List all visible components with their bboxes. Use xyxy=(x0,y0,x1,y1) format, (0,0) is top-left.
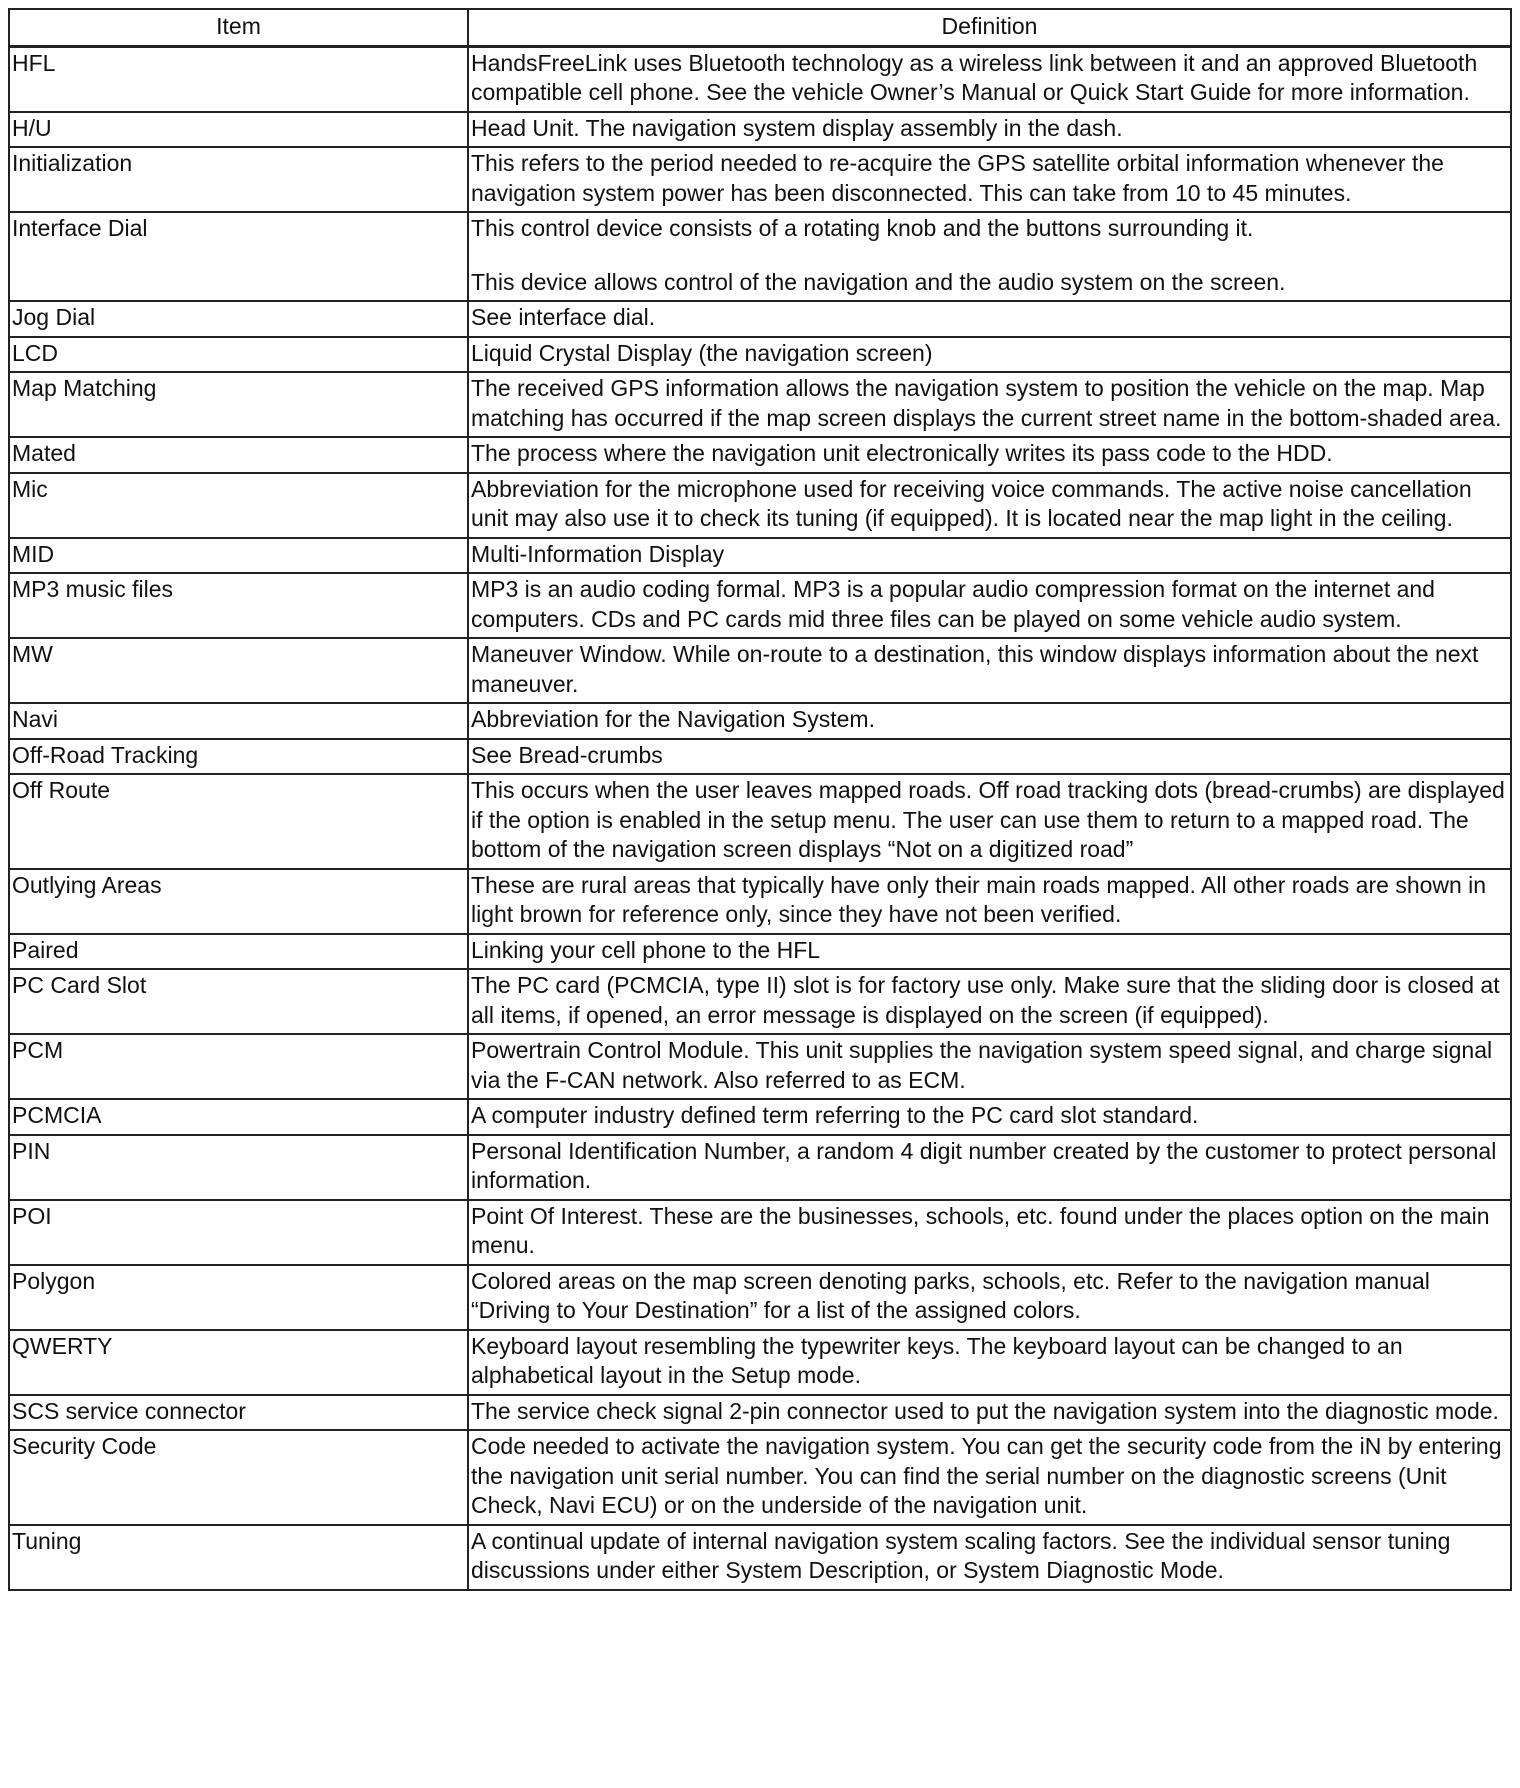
definition-paragraph: Maneuver Window. While on-route to a destination, this window displays information about the next maneuver. xyxy=(471,641,1479,697)
definition-paragraph: Keyboard layout resembling the typewriter keys. The keyboard layout can be changed to an alphabetical layout in the Setup mode. xyxy=(471,1332,1403,1388)
term-cell: Outlying Areas xyxy=(9,869,468,934)
term-cell: POI xyxy=(9,1200,468,1265)
term-cell: PC Card Slot xyxy=(9,969,468,1034)
term-cell: Interface Dial xyxy=(9,212,468,301)
term-cell: PCMCIA xyxy=(9,1099,468,1135)
term-cell: SCS service connector xyxy=(9,1395,468,1431)
column-header-item: Item xyxy=(9,9,468,46)
term-cell: MP3 music files xyxy=(9,573,468,638)
definition-paragraph: A computer industry defined term referring to the PC card slot standard. xyxy=(471,1102,1199,1128)
definition-cell xyxy=(468,538,1511,574)
definition-cell xyxy=(468,1265,1511,1330)
definition-cell xyxy=(468,301,1511,337)
term-cell: PCM xyxy=(9,1034,468,1099)
definition-cell xyxy=(468,739,1511,775)
term-cell: Jog Dial xyxy=(9,301,468,337)
term-cell: Navi xyxy=(9,703,468,739)
definition-paragraph: This control device consists of a rotating knob and the buttons surrounding it. xyxy=(471,215,1254,241)
definition-cell xyxy=(468,46,1511,112)
term-cell: Security Code xyxy=(9,1430,468,1525)
table-row xyxy=(9,46,1511,112)
table-row xyxy=(9,337,1511,373)
table-body xyxy=(9,46,1511,1590)
table-row xyxy=(9,1265,1511,1330)
term-cell: MID xyxy=(9,538,468,574)
table-row xyxy=(9,774,1511,869)
definition-cell xyxy=(468,969,1511,1034)
term-cell: Paired xyxy=(9,934,468,970)
table-row xyxy=(9,437,1511,473)
definition-paragraph: This refers to the period needed to re-acquire the GPS satellite orbital information whenever the navigation system power has been disconnected. This can take from 10 to 45 minutes. xyxy=(471,150,1444,206)
table-row xyxy=(9,212,1511,301)
definition-cell xyxy=(468,1330,1511,1395)
term-cell: QWERTY xyxy=(9,1330,468,1395)
term-cell: PIN xyxy=(9,1135,468,1200)
definition-cell xyxy=(468,573,1511,638)
definition-cell xyxy=(468,869,1511,934)
definition-paragraph: Multi-Information Display xyxy=(471,540,725,567)
term-cell: Off-Road Tracking xyxy=(9,739,468,775)
table-row xyxy=(9,1135,1511,1200)
table-row xyxy=(9,703,1511,739)
definition-paragraph: This occurs when the user leaves mapped roads. Off road tracking dots (bread-crumbs) are displayed if the option is enabled in the setup menu. The user can use them to return to a mapped road. The bottom of the navigation screen displays “Not on a digitized road” xyxy=(471,777,1505,862)
term-cell: MW xyxy=(9,638,468,703)
definition-cell xyxy=(468,934,1511,970)
definition-paragraph: MP3 is an audio coding formal. MP3 is a popular audio compression format on the internet and computers. CDs and PC cards mid three files can be played on some vehicle audio system. xyxy=(471,576,1435,632)
term-cell: HFL xyxy=(9,46,468,112)
column-header-definition: Definition xyxy=(468,9,1511,46)
table-row xyxy=(9,869,1511,934)
definition-cell xyxy=(468,337,1511,373)
term-cell: Initialization xyxy=(9,147,468,212)
term-cell: Polygon xyxy=(9,1265,468,1330)
definition-cell xyxy=(468,1135,1511,1200)
table-row xyxy=(9,1200,1511,1265)
table-row xyxy=(9,573,1511,638)
definition-paragraph: These are rural areas that typically have only their main roads mapped. All other roads are shown in light brown for reference only, since they have not been verified. xyxy=(471,871,1487,927)
definition-paragraph: Colored areas on the map screen denoting parks, schools, etc. Refer to the navigation manual “Driving to Your Destination” for a list of the assigned colors. xyxy=(471,1267,1430,1323)
definition-cell xyxy=(468,147,1511,212)
definition-paragraph: Linking your cell phone to the HFL xyxy=(471,936,821,963)
definition-paragraph: The process where the navigation unit electronically writes its pass code to the HDD. xyxy=(471,440,1333,466)
table-row xyxy=(9,638,1511,703)
definition-cell xyxy=(468,1200,1511,1265)
term-cell: Mated xyxy=(9,437,468,473)
table-row xyxy=(9,1034,1511,1099)
table-row xyxy=(9,1430,1511,1525)
definition-paragraph: The received GPS information allows the navigation system to position the vehicle on the map. Map matching has occurred if the map screen displays the current street name in the bottom-shaded area. xyxy=(471,375,1502,431)
table-row xyxy=(9,934,1511,970)
definition-cell xyxy=(468,638,1511,703)
table-header-row xyxy=(9,9,1511,46)
definition-paragraph: Abbreviation for the microphone used for receiving voice commands. The active noise cancellation unit may also use it to check its tuning (if equipped). It is located near the map light in the ceiling. xyxy=(471,475,1472,531)
term-cell: Off Route xyxy=(9,774,468,869)
definition-paragraph: The PC card (PCMCIA, type II) slot is for factory use only. Make sure that the sliding door is closed at all items, if opened, an error message is displayed on the screen (if equipped). xyxy=(471,972,1500,1028)
definition-cell xyxy=(468,703,1511,739)
definition-cell xyxy=(468,372,1511,437)
table-row xyxy=(9,1099,1511,1135)
table-row xyxy=(9,473,1511,538)
term-cell: Mic xyxy=(9,473,468,538)
definition-cell xyxy=(468,774,1511,869)
term-cell: H/U xyxy=(9,112,468,148)
table-row xyxy=(9,301,1511,337)
definition-cell xyxy=(468,1099,1511,1135)
definition-cell xyxy=(468,1034,1511,1099)
glossary-table xyxy=(8,8,1512,1591)
definition-paragraph: Code needed to activate the navigation system. You can get the security code from the iN by entering the navigation unit serial number. You can find the serial number on the diagnostic screens (Unit Check, Navi ECU) or on the underside of the navigation unit. xyxy=(471,1433,1502,1518)
definition-paragraph: Point Of Interest. These are the businesses, schools, etc. found under the places option on the main menu. xyxy=(471,1202,1490,1258)
definition-paragraph: See interface dial. xyxy=(471,304,656,330)
table-row xyxy=(9,969,1511,1034)
definition-paragraph: This device allows control of the navigation and the audio system on the screen. xyxy=(471,268,1286,295)
definition-cell xyxy=(468,437,1511,473)
term-cell: Tuning xyxy=(9,1525,468,1590)
definition-paragraph: See Bread-crumbs xyxy=(471,741,663,768)
definition-paragraph: Personal Identification Number, a random 4 digit number created by the customer to protect personal information. xyxy=(471,1137,1497,1193)
table-row xyxy=(9,1395,1511,1431)
table-row xyxy=(9,112,1511,148)
table-row xyxy=(9,372,1511,437)
definition-paragraph: Head Unit. The navigation system display assembly in the dash. xyxy=(471,114,1123,141)
table-row xyxy=(9,538,1511,574)
term-cell: LCD xyxy=(9,337,468,373)
definition-cell xyxy=(468,1525,1511,1590)
definition-cell xyxy=(468,212,1511,301)
definition-paragraph: Liquid Crystal Display (the navigation screen) xyxy=(471,339,933,366)
definition-paragraph: Abbreviation for the Navigation System. xyxy=(471,706,875,732)
table-row xyxy=(9,147,1511,212)
table-row xyxy=(9,739,1511,775)
definition-paragraph: HandsFreeLink uses Bluetooth technology as a wireless link between it and an approved Bluetooth compatible cell phone. See the vehicle Owner’s Manual or Quick Start Guide for more information. xyxy=(471,49,1478,105)
definition-cell xyxy=(468,112,1511,148)
definition-cell xyxy=(468,473,1511,538)
definition-cell xyxy=(468,1395,1511,1431)
definition-paragraph: A continual update of internal navigation system scaling factors. See the individual sensor tuning discussions under either System Description, or System Diagnostic Mode. xyxy=(471,1527,1451,1583)
table-row xyxy=(9,1330,1511,1395)
paragraph-gap xyxy=(471,244,1508,268)
table-row xyxy=(9,1525,1511,1590)
definition-paragraph: Powertrain Control Module. This unit supplies the navigation system speed signal, and charge signal via the F-CAN network. Also referred to as ECM. xyxy=(471,1037,1493,1093)
definition-cell xyxy=(468,1430,1511,1525)
definition-paragraph: The service check signal 2-pin connector used to put the navigation system into the diagnostic mode. xyxy=(471,1397,1499,1424)
term-cell: Map Matching xyxy=(9,372,468,437)
